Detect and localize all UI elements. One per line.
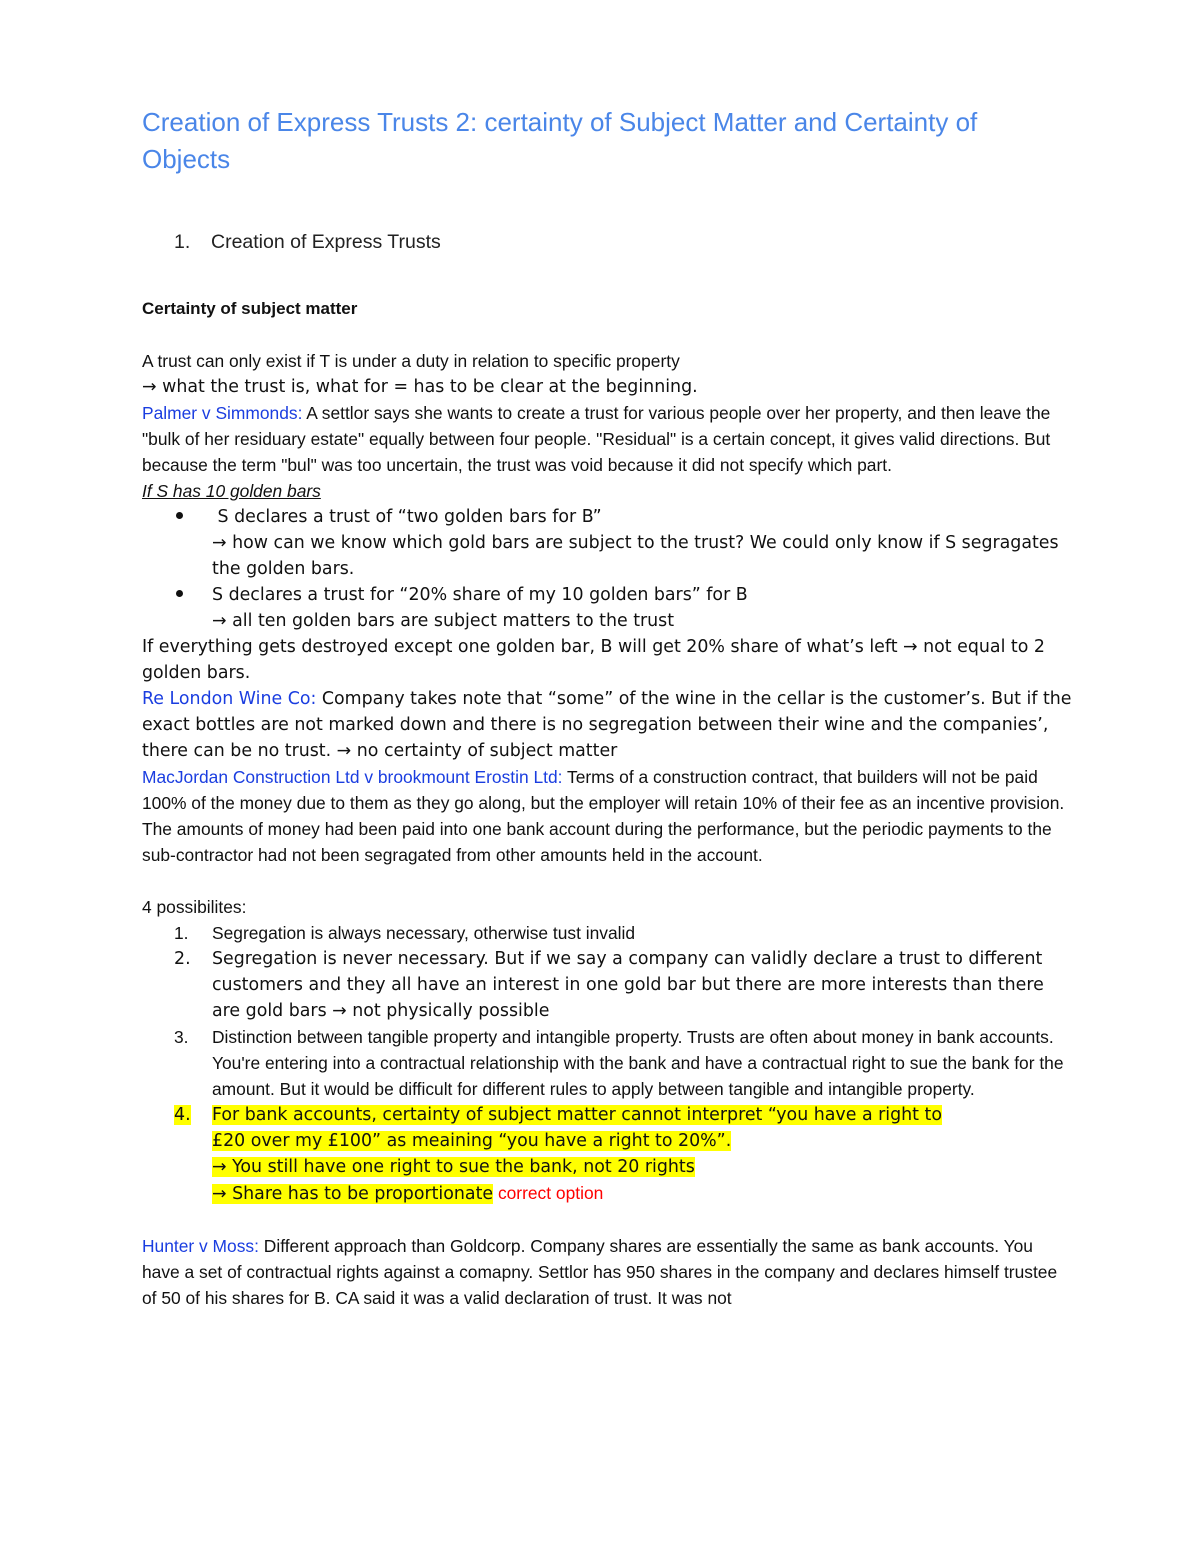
possibilities-heading: 4 possibilites: bbox=[142, 897, 247, 917]
section-heading: Certainty of subject matter bbox=[142, 299, 358, 318]
highlight-line-4: → Share has to be proportionate bbox=[212, 1184, 494, 1204]
heading-list-item bbox=[142, 229, 1072, 255]
list-item bbox=[142, 920, 1072, 946]
bullet-icon bbox=[176, 590, 183, 597]
bullet-icon bbox=[176, 512, 183, 519]
bullet-line-1: S declares a trust of “two golden bars for B” bbox=[212, 507, 602, 527]
list-text: Segregation is never necessary. But if we say a company can validly declare a trust to different customers and they all have an interest in one gold bar but there are more interests than there are gold bars → not physically possible bbox=[212, 949, 1044, 1021]
heading-list-text: Creation of Express Trusts bbox=[211, 231, 441, 253]
bullet-line-2: → how can we know which gold bars are subject to the trust? We could only know if S segragates the golden bars. bbox=[212, 533, 1059, 579]
golden-bars-list bbox=[142, 504, 1072, 634]
list-item bbox=[142, 1024, 1072, 1102]
bullet-line-1: S declares a trust for “20% share of my 10 golden bars” for B bbox=[212, 585, 748, 605]
intro-line-1: A trust can only exist if T is under a duty in relation to specific property bbox=[142, 351, 680, 371]
case-text-palmer: A settlor says she wants to create a trust for various people over her property, and then leave the "bulk of her residuary estate" equally between four people. "Residual" is a certain concept, it gives valid directions. But because the term "bul" was too uncertain, the trust was void because it did not specify which part. bbox=[142, 403, 1051, 475]
case-paragraph-palmer bbox=[142, 400, 1072, 478]
list-item-highlighted bbox=[142, 1102, 1072, 1207]
list-number: 4. bbox=[174, 1105, 191, 1125]
case-text-macjordan: Terms of a construction contract, that builders will not be paid 100% of the money due to them as they go along, but the employer will retain 10% of their fee as an incentive provision. The amounts of money had been paid into one bank account during the performance, but the periodic payments to the sub-contractor had not been segragated from other amounts held in the account. bbox=[142, 767, 1065, 865]
case-paragraph-london-wine bbox=[142, 686, 1072, 764]
document-title: Creation of Express Trusts 2: certainty of Subject Matter and Certainty of Objects bbox=[142, 107, 978, 174]
list-number: 3. bbox=[174, 1027, 189, 1047]
document-page bbox=[142, 104, 1072, 1311]
highlight-line-2: £20 over my £100” as meaining “you have a right to 20%”. bbox=[212, 1131, 732, 1151]
list-number: 1. bbox=[174, 923, 189, 943]
case-link-macjordan[interactable]: MacJordan Construction Ltd v brookmount Erostin Ltd: bbox=[142, 767, 563, 787]
list-text: Segregation is always necessary, otherwise tust invalid bbox=[212, 923, 636, 943]
case-text-london-wine: Company takes note that “some” of the wine in the cellar is the customer’s. But if the exact bottles are not marked down and there is no segregation between their wine and the companies’, there can be no trust. → no certainty of subject matter bbox=[142, 689, 1072, 761]
possibilities-list bbox=[142, 920, 1072, 1207]
list-item bbox=[142, 582, 1072, 634]
list-item bbox=[142, 504, 1072, 582]
intro-line-2: → what the trust is, what for = has to be clear at the beginning. bbox=[142, 377, 698, 397]
case-link-hunter[interactable]: Hunter v Moss: bbox=[142, 1236, 259, 1256]
list-item bbox=[142, 946, 1072, 1024]
highlight-line-3: → You still have one right to sue the bank, not 20 rights bbox=[212, 1157, 695, 1177]
case-link-palmer[interactable]: Palmer v Simmonds: bbox=[142, 403, 303, 423]
case-paragraph-macjordan bbox=[142, 764, 1072, 868]
correct-option-note: correct option bbox=[493, 1183, 604, 1203]
list-number: 2. bbox=[174, 949, 191, 969]
highlight-line-1: For bank accounts, certainty of subject matter cannot interpret “you have a right to bbox=[212, 1105, 942, 1125]
golden-bars-conclusion: If everything gets destroyed except one golden bar, B will get 20% share of what’s left → not equal to 2 golden bars. bbox=[142, 637, 1045, 683]
case-paragraph-hunter bbox=[142, 1233, 1072, 1311]
heading-list-number: 1. bbox=[174, 231, 191, 253]
case-text-hunter: Different approach than Goldcorp. Company shares are essentially the same as bank accounts. You have a set of contractual rights against a comapny. Settlor has 950 shares in the company and declares himself trustee of 50 of his shares for B. CA said it was a valid declaration of trust. It was not bbox=[142, 1236, 1058, 1308]
golden-bars-heading: If S has 10 golden bars bbox=[142, 481, 321, 501]
case-link-london-wine[interactable]: Re London Wine Co: bbox=[142, 689, 317, 709]
list-text: Distinction between tangible property and intangible property. Trusts are often about money in bank accounts. You're entering into a contractual relationship with the bank and have a contractual right to sue the bank for the amount. But it would be difficult for different rules to apply between tangible and intangible property. bbox=[212, 1027, 1064, 1099]
bullet-line-2: → all ten golden bars are subject matters to the trust bbox=[212, 611, 675, 631]
